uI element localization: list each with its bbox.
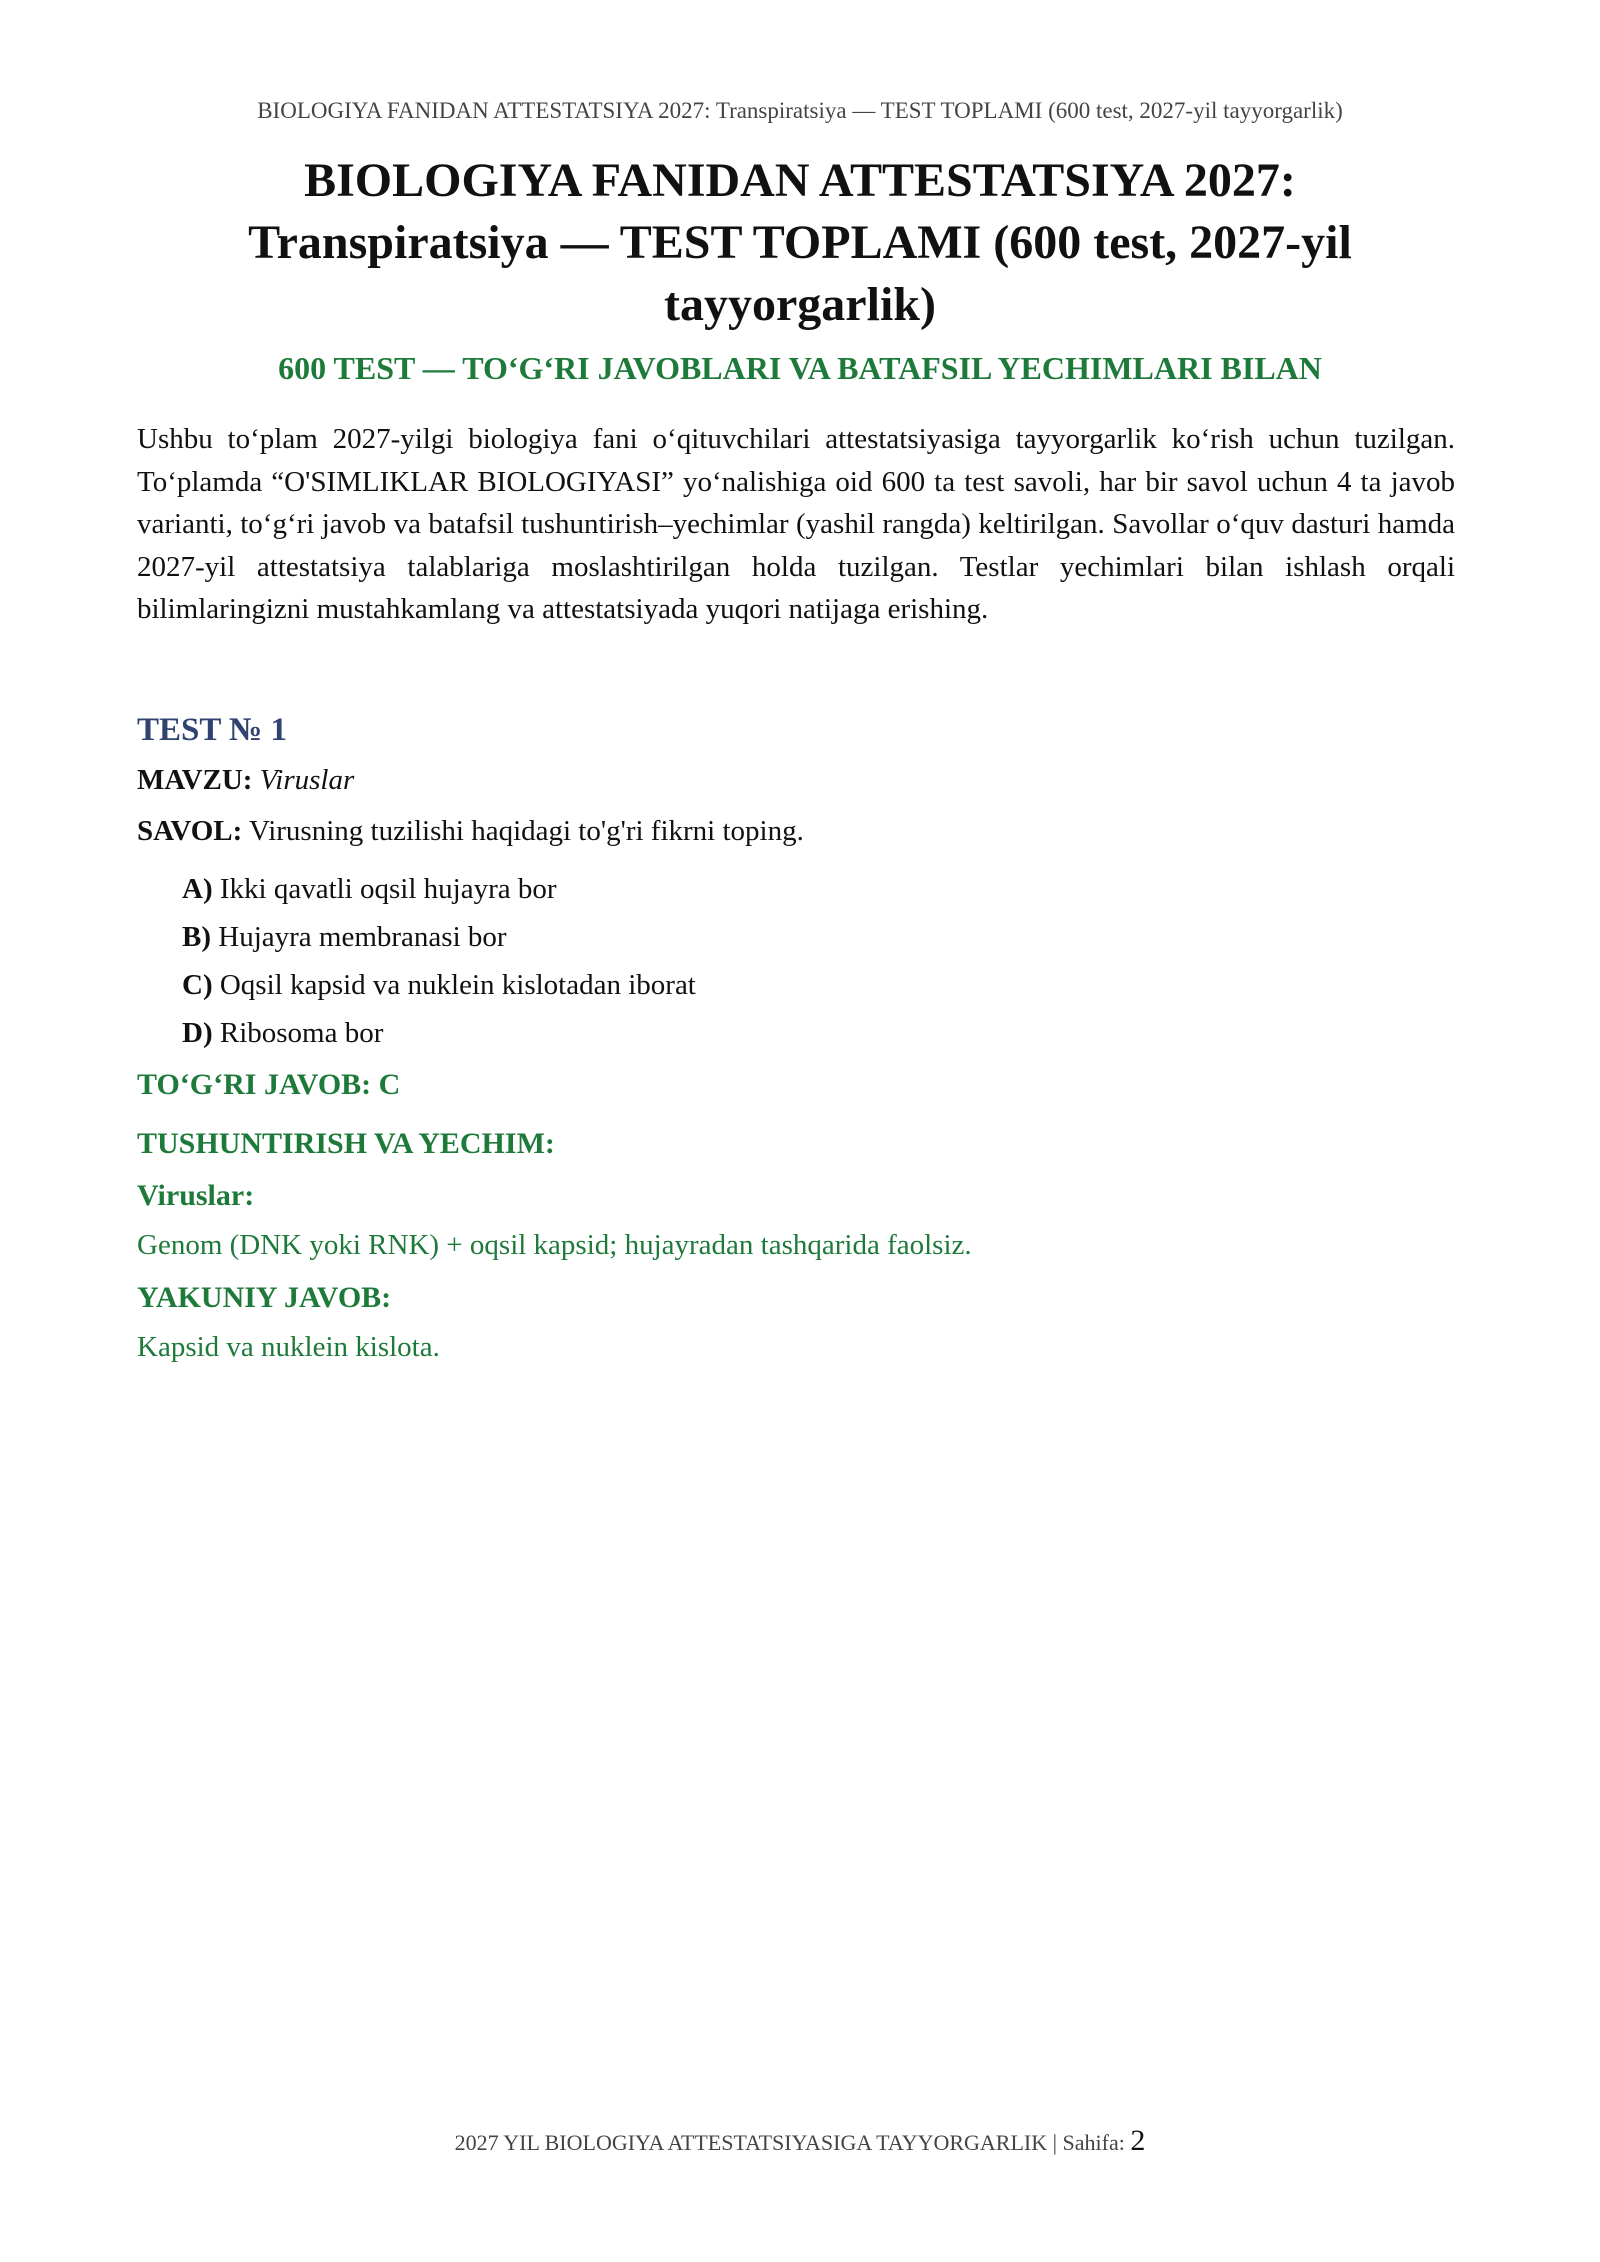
- page-footer: [0, 2124, 1600, 2158]
- savol-text: Virusning tuzilishi haqidagi to'g'ri fikrni toping.: [249, 815, 804, 847]
- running-header: BIOLOGIYA FANIDAN ATTESTATSIYA 2027: Transpiratsiya — TEST TOPLAMI (600 test, 2027-yil tayyorgarlik): [257, 98, 1343, 123]
- correct-answer: TO‘G‘RI JAVOB: C: [137, 1068, 401, 1101]
- savol-label: SAVOL:: [137, 815, 243, 847]
- option-b: [182, 921, 507, 954]
- title-line-2: Transpiratsiya — TEST TOPLAMI (600 test, 2027-yil: [248, 216, 1352, 269]
- option-letter: B): [182, 921, 211, 953]
- mavzu-line: [137, 764, 354, 797]
- mavzu-label: MAVZU:: [137, 764, 253, 796]
- savol-line: [137, 815, 804, 848]
- option-c: [182, 969, 696, 1002]
- explanation-text: Genom (DNK yoki RNK) + oqsil kapsid; hujayradan tashqarida faolsiz.: [137, 1229, 972, 1261]
- footer-text: 2027 YIL BIOLOGIYA ATTESTATSIYASIGA TAYYORGARLIK: [454, 2130, 1048, 2155]
- explanation-subheading: Viruslar:: [137, 1179, 255, 1212]
- option-text: Oqsil kapsid va nuklein kislotadan iborat: [219, 969, 696, 1001]
- option-letter: D): [182, 1017, 213, 1049]
- option-a: [182, 873, 557, 906]
- title-line-1: BIOLOGIYA FANIDAN ATTESTATSIYA 2027:: [304, 154, 1296, 207]
- final-answer-heading: YAKUNIY JAVOB:: [137, 1281, 392, 1314]
- footer-separator: |: [1052, 2130, 1058, 2155]
- option-text: Ribosoma bor: [219, 1017, 384, 1049]
- option-letter: C): [182, 969, 213, 1001]
- option-d: [182, 1017, 383, 1050]
- title-line-3: tayyorgarlik): [664, 278, 936, 331]
- mavzu-value: Viruslar: [259, 764, 355, 796]
- document-title: [160, 150, 1440, 336]
- option-letter: A): [182, 873, 213, 905]
- test-heading: TEST № 1: [137, 712, 287, 748]
- intro-paragraph: Ushbu to‘plam 2027-yilgi biologiya fani o‘qituvchilari attestatsiyasiga tayyorgarlik ko‘rish uchun tuzilgan. To‘plamda “O'SIMLIKLAR BIOLOGIYASI” yo‘nalishiga oid 600 ta test savoli, har bir savol uchun 4 ta javob varianti, to‘g‘ri javob va batafsil tushuntirish–yechimlar (yashil rangda) keltirilgan. Savollar o‘quv dasturi hamda 2027-yil attestatsiya talablariga moslashtirilgan holda tuzilgan. Testlar yechimlari bilan ishlash orqali bilimlaringizni mustahkamlang va attestatsiyada yuqori natijaga erishing.: [137, 423, 1455, 626]
- document-subtitle: 600 TEST — TO‘G‘RI JAVOBLARI VA BATAFSIL YECHIMLARI BILAN: [278, 350, 1322, 386]
- option-text: Hujayra membranasi bor: [218, 921, 507, 953]
- page-number: 2: [1130, 2124, 1146, 2157]
- explanation-heading: TUSHUNTIRISH VA YECHIM:: [137, 1127, 555, 1160]
- option-text: Ikki qavatli oqsil hujayra bor: [219, 873, 557, 905]
- page-label: Sahifa:: [1062, 2130, 1125, 2155]
- final-answer-text: Kapsid va nuklein kislota.: [137, 1331, 440, 1363]
